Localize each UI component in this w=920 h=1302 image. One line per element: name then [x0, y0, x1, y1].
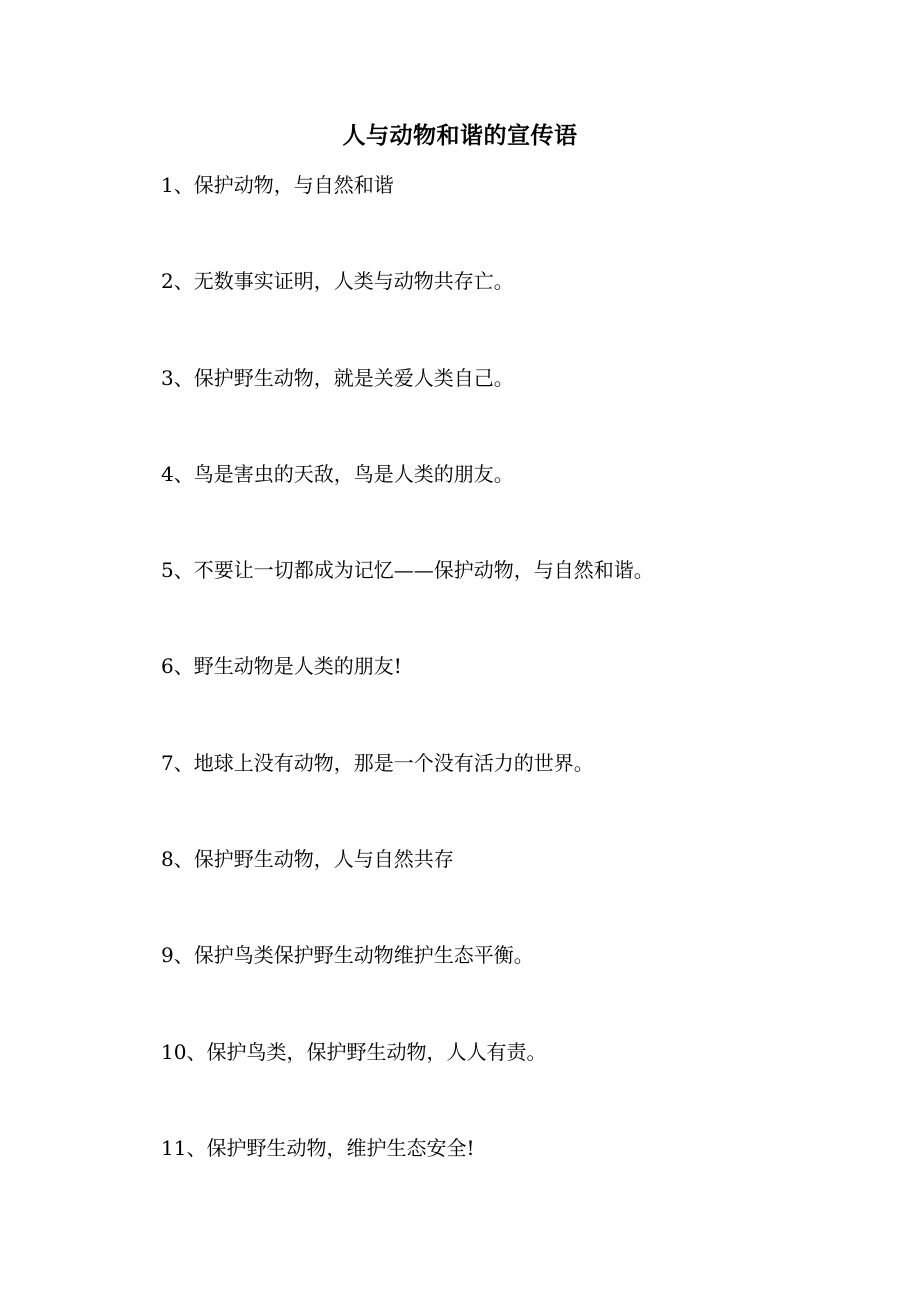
slogan-list — [161, 171, 861, 1230]
slogan-item-10: 10、保护鸟类，保护野生动物，人人有责。 — [161, 1039, 547, 1064]
slogan-item-11: 11、保护野生动物，维护生态安全! — [161, 1135, 475, 1160]
slogan-item-8: 8、保护野生动物，人与自然共存 — [161, 847, 454, 872]
slogan-item-5: 5、不要让一切都成为记忆——保护动物，与自然和谐。 — [161, 558, 654, 583]
document-title: 人与动物和谐的宣传语 — [342, 122, 578, 149]
slogan-item-6: 6、野生动物是人类的朋友! — [161, 654, 402, 679]
slogan-item-2: 2、无数事实证明，人类与动物共存亡。 — [161, 269, 514, 294]
slogan-item-1: 1、保护动物，与自然和谐 — [161, 173, 394, 197]
slogan-item-3: 3、保护野生动物，就是关爱人类自己。 — [161, 365, 514, 390]
slogan-item-7: 7、地球上没有动物，那是一个没有活力的世界。 — [161, 750, 594, 775]
slogan-item-4: 4、鸟是害虫的天敌，鸟是人类的朋友。 — [161, 461, 514, 486]
slogan-item-9: 9、保护鸟类保护野生动物维护生态平衡。 — [161, 943, 534, 968]
